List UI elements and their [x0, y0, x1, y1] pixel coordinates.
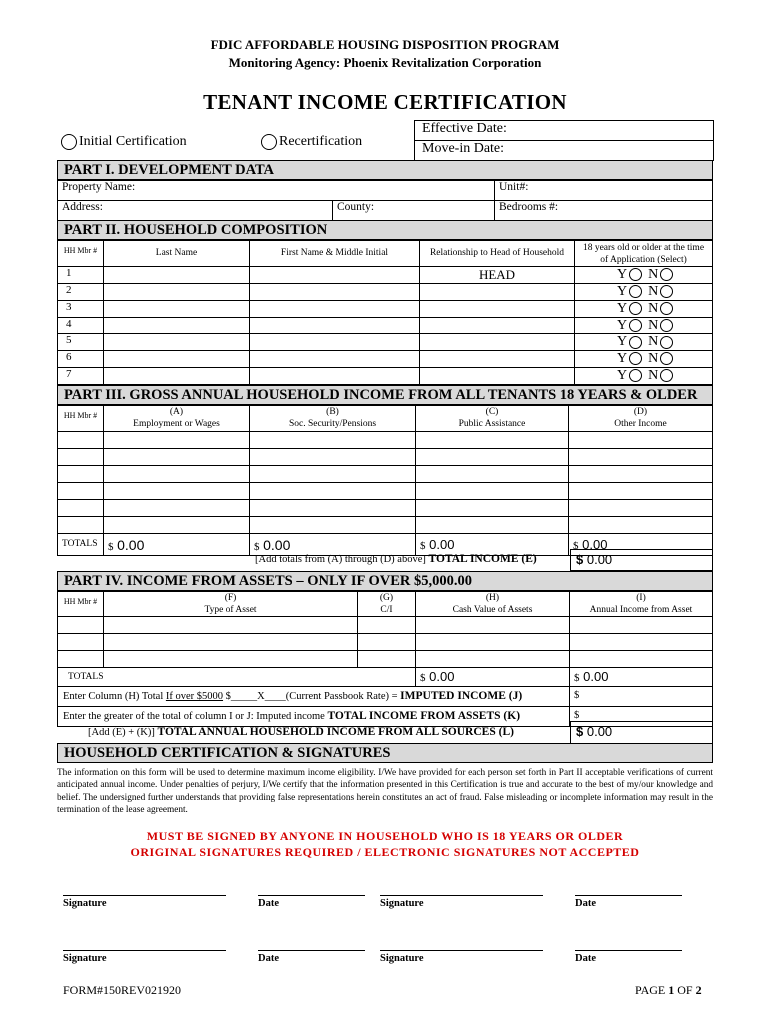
first-name-cell[interactable]	[250, 284, 420, 301]
col-i	[570, 592, 713, 617]
col-i-label: Annual Income from Asset	[589, 605, 693, 615]
cash-value-cell[interactable]	[416, 651, 570, 668]
signature-label: Signature	[380, 953, 424, 964]
member-number: 4	[58, 317, 104, 334]
col-a-label: Employment or Wages	[133, 419, 220, 429]
total-income-e[interactable]	[570, 549, 713, 571]
soc-security-cell[interactable]	[250, 466, 416, 483]
hh-cell[interactable]	[58, 483, 104, 500]
currency: $	[576, 724, 584, 739]
age-select-cell	[575, 300, 713, 317]
last-name-cell[interactable]	[104, 267, 250, 284]
last-name-cell[interactable]	[104, 284, 250, 301]
col-f-label: Type of Asset	[204, 605, 257, 615]
date-label: Date	[258, 898, 279, 909]
page-current: 1	[668, 983, 675, 997]
yes-radio[interactable]	[629, 336, 642, 349]
col-f	[104, 592, 358, 617]
yes-radio[interactable]	[629, 285, 642, 298]
currency: $	[573, 540, 579, 552]
part4-heading: PART IV. INCOME FROM ASSETS – ONLY IF OVER $5,000.00	[57, 571, 713, 591]
household-member-row	[58, 267, 713, 284]
soc-security-cell[interactable]	[250, 483, 416, 500]
wages-cell[interactable]	[104, 483, 250, 500]
total-annual-income-l[interactable]	[570, 721, 713, 744]
yes-label: Y	[617, 300, 628, 316]
col-first-name: First Name & Middle Initial	[250, 241, 420, 267]
currency: $	[420, 540, 426, 552]
page-number	[635, 983, 702, 998]
relationship-cell[interactable]	[420, 300, 575, 317]
asset-type-cell[interactable]	[104, 617, 358, 634]
member-number: 5	[58, 334, 104, 351]
relationship-cell[interactable]	[420, 317, 575, 334]
hh-cell[interactable]	[58, 449, 104, 466]
household-member-row	[58, 334, 713, 351]
col-c-letter: (C)	[485, 407, 499, 417]
col-h	[416, 592, 570, 617]
soc-security-cell[interactable]	[250, 432, 416, 449]
col-g-label: C/I	[380, 605, 393, 615]
total-i[interactable]	[570, 668, 713, 687]
line-l-text: [Add (E) + (K)]	[88, 727, 155, 738]
income-row	[58, 500, 713, 517]
assets-income-k[interactable]: $	[570, 707, 713, 727]
no-radio[interactable]	[660, 285, 673, 298]
col-c-label: Public Assistance	[458, 419, 526, 429]
line-k-text: Enter the greater of the total of column I or J: Imputed income	[63, 711, 328, 722]
soc-security-cell[interactable]	[250, 449, 416, 466]
total-h[interactable]	[416, 668, 570, 687]
initial-cert-label: Initial Certification	[79, 134, 187, 150]
age-select-cell	[575, 317, 713, 334]
no-label: N	[648, 300, 659, 316]
address-field[interactable]: Address:	[58, 201, 333, 221]
hh-cell[interactable]	[58, 466, 104, 483]
last-name-cell[interactable]	[104, 334, 250, 351]
signature-label: Signature	[63, 953, 107, 964]
signature-warning: MUST BE SIGNED BY ANYONE IN HOUSEHOLD WHO IS 18 YEARS OR OLDER	[146, 829, 624, 843]
col-d	[569, 406, 713, 432]
last-name-cell[interactable]	[104, 351, 250, 368]
public-assistance-cell[interactable]	[416, 483, 569, 500]
recert-radio[interactable]	[261, 134, 277, 150]
relationship-cell[interactable]	[420, 334, 575, 351]
relationship-cell[interactable]	[420, 267, 575, 284]
age-select-cell	[575, 351, 713, 368]
total-a[interactable]	[104, 534, 250, 556]
total-income-prefix: [Add totals from (A) through (D) above]	[255, 554, 426, 565]
first-name-cell[interactable]	[250, 351, 420, 368]
wages-cell[interactable]	[104, 500, 250, 517]
total-l-value: 0.00	[586, 724, 613, 739]
public-assistance-cell[interactable]	[416, 466, 569, 483]
currency: $	[576, 552, 584, 567]
total-h-value: 0.00	[429, 669, 455, 684]
cash-value-cell[interactable]	[416, 634, 570, 651]
effective-date-field[interactable]: Effective Date:	[415, 121, 714, 141]
total-income-line	[255, 553, 537, 565]
col-a-letter: (A)	[169, 407, 184, 417]
imputed-income-j[interactable]: $	[570, 687, 713, 707]
household-member-row	[58, 367, 713, 384]
household-member-row	[58, 351, 713, 368]
asset-row	[58, 634, 713, 651]
signature-line-2[interactable]	[380, 895, 543, 896]
member-number: 1	[58, 267, 104, 284]
col-h-label: Cash Value of Assets	[452, 605, 533, 615]
no-label: N	[648, 317, 659, 333]
age-select-cell	[575, 334, 713, 351]
no-radio[interactable]	[660, 268, 673, 281]
col-age: 18 years old or older at the time of Application (Select)	[575, 241, 713, 267]
col-hh: HH Mbr #	[58, 592, 104, 617]
no-radio[interactable]	[660, 319, 673, 332]
form-number: FORM#150REV021920	[63, 983, 182, 997]
col-h-letter: (H)	[485, 593, 500, 603]
currency: $	[420, 672, 426, 684]
certification-text: The information on this form will be used to determine maximum income eligibility. I/We have provided for each person set forth in Part II acceptable verifications of current anticipated annual income. Under penalties of perjury, I/We certify that the information presented in this Certification is true and accurate to the best of my/our knowledge and belief. The undersigned further understands that providing false representations herein constitutes an act of fraud. False misleading or incomplete information may result in the termination of the lease agreement.	[57, 768, 713, 815]
date-label: Date	[575, 953, 596, 964]
income-row	[58, 466, 713, 483]
total-b-value: 0.00	[263, 537, 291, 553]
hh-cell[interactable]	[58, 500, 104, 517]
last-name-cell[interactable]	[104, 317, 250, 334]
soc-security-cell[interactable]	[250, 500, 416, 517]
yes-radio[interactable]	[629, 268, 642, 281]
signature-label: Signature	[380, 898, 424, 909]
first-name-cell[interactable]	[250, 317, 420, 334]
bedrooms-field[interactable]: Bedrooms #:	[495, 201, 713, 221]
first-name-cell[interactable]	[250, 367, 420, 384]
date-line-3[interactable]	[258, 950, 365, 951]
ci-cell[interactable]	[358, 634, 416, 651]
total-annual-income-label: TOTAL ANNUAL HOUSEHOLD INCOME FROM ALL SOURCES (L)	[157, 726, 514, 738]
age-select-cell	[575, 284, 713, 301]
household-member-row	[58, 317, 713, 334]
col-g-letter: (G)	[379, 593, 394, 603]
hh-cell[interactable]	[58, 617, 104, 634]
yes-radio[interactable]	[629, 369, 642, 382]
relationship-cell[interactable]	[420, 367, 575, 384]
wages-cell[interactable]	[104, 466, 250, 483]
col-hh: HH Mbr #	[58, 241, 104, 267]
agency-name: Monitoring Agency: Phoenix Revitalization Corporation	[228, 55, 542, 70]
col-relationship: Relationship to Head of Household	[420, 241, 575, 267]
relationship-cell[interactable]	[420, 284, 575, 301]
other-income-cell[interactable]	[569, 449, 713, 466]
col-b-label: Soc. Security/Pensions	[288, 419, 377, 429]
public-assistance-cell[interactable]	[416, 432, 569, 449]
currency: $	[574, 672, 580, 684]
signature-label: Signature	[63, 898, 107, 909]
total-annual-income-line	[88, 726, 514, 738]
no-radio[interactable]	[660, 336, 673, 349]
first-name-cell[interactable]	[250, 267, 420, 284]
property-name-field[interactable]: Property Name:	[58, 181, 495, 201]
first-name-cell[interactable]	[250, 300, 420, 317]
col-a	[104, 406, 250, 432]
date-label: Date	[258, 953, 279, 964]
income-row	[58, 449, 713, 466]
date-line-1[interactable]	[258, 895, 365, 896]
other-income-cell[interactable]	[569, 483, 713, 500]
last-name-cell[interactable]	[104, 300, 250, 317]
unit-field[interactable]: Unit#:	[495, 181, 713, 201]
member-number: 3	[58, 300, 104, 317]
hh-cell[interactable]	[58, 517, 104, 534]
member-number: 7	[58, 367, 104, 384]
col-d-label: Other Income	[614, 419, 667, 429]
no-label: N	[648, 334, 659, 350]
annual-income-cell[interactable]	[570, 617, 713, 634]
development-data-table	[57, 180, 713, 221]
cash-value-cell[interactable]	[416, 617, 570, 634]
asset-row	[58, 617, 713, 634]
yes-label: Y	[617, 284, 628, 299]
asset-type-cell[interactable]	[104, 651, 358, 668]
total-e-value: 0.00	[586, 552, 613, 567]
last-name-cell[interactable]	[104, 367, 250, 384]
household-member-row	[58, 284, 713, 301]
no-radio[interactable]	[660, 302, 673, 315]
col-b-letter: (B)	[326, 407, 339, 417]
wages-cell[interactable]	[104, 517, 250, 534]
head-label: HEAD	[478, 267, 516, 282]
date-label: Date	[575, 898, 596, 909]
age-select-cell	[575, 367, 713, 384]
currency: $	[108, 541, 114, 553]
page-prefix: PAGE	[635, 983, 669, 997]
no-label: N	[648, 267, 659, 282]
no-label: N	[648, 284, 659, 299]
other-income-cell[interactable]	[569, 432, 713, 449]
page-total: 2	[695, 983, 702, 997]
income-row	[58, 432, 713, 449]
page-of: OF	[674, 983, 696, 997]
assets-income-label: TOTAL INCOME FROM ASSETS (K)	[327, 710, 521, 722]
yes-radio[interactable]	[629, 352, 642, 365]
date-line-2[interactable]	[575, 895, 682, 896]
total-income-label: TOTAL INCOME (E)	[428, 553, 537, 565]
public-assistance-cell[interactable]	[416, 517, 569, 534]
public-assistance-cell[interactable]	[416, 449, 569, 466]
assets-table	[57, 591, 713, 727]
recert-option[interactable]	[261, 134, 362, 150]
county-field[interactable]: County:	[333, 201, 495, 221]
signature-line-3[interactable]	[63, 950, 226, 951]
part3-heading: PART III. GROSS ANNUAL HOUSEHOLD INCOME FROM ALL TENANTS 18 YEARS & OLDER	[57, 385, 713, 405]
no-radio[interactable]	[660, 369, 673, 382]
yes-label: Y	[617, 351, 628, 367]
no-label: N	[648, 351, 659, 367]
yes-label: Y	[617, 334, 628, 350]
asset-totals-label: TOTALS	[58, 668, 416, 687]
household-member-row	[58, 300, 713, 317]
col-f-letter: (F)	[224, 593, 237, 603]
yes-radio[interactable]	[629, 319, 642, 332]
total-i-value: 0.00	[583, 669, 609, 684]
movein-date-field[interactable]: Move-in Date:	[415, 141, 714, 161]
no-label: N	[648, 367, 659, 383]
member-number: 2	[58, 284, 104, 301]
line-j-text: Enter Column (H) Total	[63, 691, 166, 702]
currency: $	[254, 541, 260, 553]
col-last-name: Last Name	[104, 241, 250, 267]
yes-label: Y	[617, 367, 628, 383]
hh-cell[interactable]	[58, 634, 104, 651]
yes-label: Y	[617, 267, 628, 282]
signature-line-4[interactable]	[380, 950, 543, 951]
no-radio[interactable]	[660, 352, 673, 365]
col-d-letter: (D)	[633, 407, 648, 417]
ci-cell[interactable]	[358, 617, 416, 634]
program-title: FDIC AFFORDABLE HOUSING DISPOSITION PROGRAM	[210, 37, 560, 52]
assets-income-line	[58, 707, 570, 727]
income-row	[58, 483, 713, 500]
yes-radio[interactable]	[629, 302, 642, 315]
annual-income-cell[interactable]	[570, 634, 713, 651]
recert-label: Recertification	[279, 134, 363, 150]
income-row	[58, 517, 713, 534]
income-table	[57, 405, 713, 556]
member-number: 6	[58, 351, 104, 368]
asset-type-cell[interactable]	[104, 634, 358, 651]
age-select-cell	[575, 267, 713, 284]
col-i-letter: (I)	[636, 593, 646, 603]
relationship-cell[interactable]	[420, 351, 575, 368]
initial-cert-radio[interactable]	[61, 134, 77, 150]
wages-cell[interactable]	[104, 449, 250, 466]
col-hh: HH Mbr #	[58, 406, 104, 432]
col-c	[416, 406, 569, 432]
date-line-4[interactable]	[575, 950, 682, 951]
other-income-cell[interactable]	[569, 517, 713, 534]
col-g	[358, 592, 416, 617]
page-title: TENANT INCOME CERTIFICATION	[203, 90, 567, 114]
col-b	[250, 406, 416, 432]
totals-label: TOTALS	[58, 534, 104, 556]
imputed-income-label: IMPUTED INCOME (J)	[400, 690, 523, 702]
imputed-income-line	[58, 687, 570, 707]
household-composition-table	[57, 240, 713, 385]
ci-cell[interactable]	[358, 651, 416, 668]
hh-cell[interactable]	[58, 651, 104, 668]
first-name-cell[interactable]	[250, 334, 420, 351]
public-assistance-cell[interactable]	[416, 500, 569, 517]
annual-income-cell[interactable]	[570, 651, 713, 668]
certification-heading: HOUSEHOLD CERTIFICATION & SIGNATURES	[57, 743, 713, 763]
signature-line-1[interactable]	[63, 895, 226, 896]
line-j-underline: If over $5000	[165, 691, 224, 702]
total-a-value: 0.00	[117, 537, 145, 553]
asset-row	[58, 651, 713, 668]
other-income-cell[interactable]	[569, 466, 713, 483]
electronic-warning: ORIGINAL SIGNATURES REQUIRED / ELECTRONIC SIGNATURES NOT ACCEPTED	[130, 845, 640, 859]
part1-heading: PART I. DEVELOPMENT DATA	[57, 160, 713, 180]
initial-cert-option[interactable]	[61, 134, 187, 150]
total-c-value: 0.00	[429, 537, 455, 552]
other-income-cell[interactable]	[569, 500, 713, 517]
soc-security-cell[interactable]	[250, 517, 416, 534]
wages-cell[interactable]	[104, 432, 250, 449]
total-d-value: 0.00	[582, 537, 608, 552]
yes-label: Y	[617, 317, 628, 333]
hh-cell[interactable]	[58, 432, 104, 449]
part2-heading: PART II. HOUSEHOLD COMPOSITION	[57, 220, 713, 240]
dates-box	[414, 120, 714, 161]
line-j-formula: $_____X____(Current Passbook Rate) =	[223, 691, 401, 702]
